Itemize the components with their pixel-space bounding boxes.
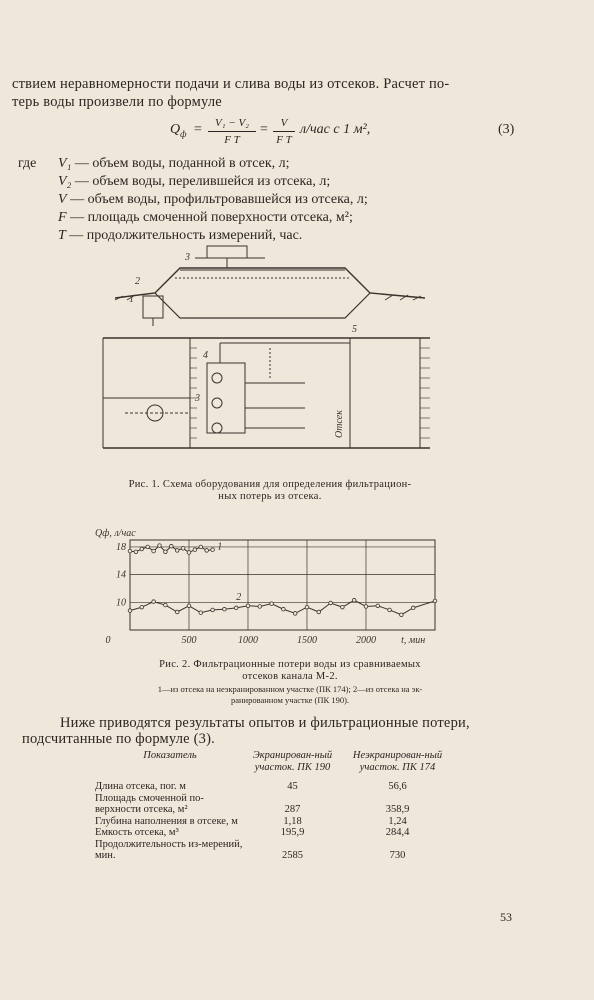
data-point [211,608,215,612]
equipment-schematic [95,238,440,460]
formula-lhs: $Q_ф$ [170,122,187,139]
col-header: Экранирован-ный участок. ПК 190 [252,750,333,773]
data-point [134,550,138,554]
cell-value: 1,18 [283,815,302,827]
series-label: 1 [217,541,223,553]
x-tick-label: 500 [181,635,197,645]
row-label: Глубина наполнения в отсеке, м [95,815,238,827]
formula-frac1: V₁ − V₂ F T [208,117,256,146]
data-point [223,607,227,611]
cell-value: 56,6 [388,781,407,792]
data-point [205,549,209,553]
data-point [411,606,415,610]
legend-line: V₂ — объем воды, перелившейся из отсека, л; [58,174,331,189]
filtration-loss-chart [90,520,460,645]
legend-line: F — площадь смоченной поверхности отсека, м²; [58,210,353,225]
formula [0,112,594,156]
data-point [400,613,404,617]
data-point [181,547,185,551]
plot-frame [130,540,435,630]
data-point [270,602,274,606]
row-label: Продолжительность из-мерений, мин. [95,838,243,861]
schematic-label: Отсек [334,410,345,438]
data-point [140,547,144,551]
data-point [352,598,356,602]
data-point [234,606,238,610]
x-tick-label: 2000 [355,635,376,645]
formula-eq2: = [260,122,268,137]
results-intro-line-1: Ниже приводятся результаты опытов и фильтрационные потери, [60,715,470,731]
results-intro-line-2: подсчитанные по формуле (3). [22,731,215,747]
table-row [95,816,455,828]
fig2-note-line-2: ранированном участке (ПК 190). [230,695,350,705]
series-label: 2 [236,592,242,604]
cell-value: 1,24 [388,815,407,827]
x-tick-label: t, мин [401,635,426,645]
data-point [175,610,179,614]
page-number: 53 [500,910,512,924]
col-header: Показатель [143,750,197,761]
intro-line-2: терь воды произвели по формуле [12,94,222,110]
data-point [164,603,168,607]
data-point [341,605,345,609]
fig2-caption-line-1: Рис. 2. Фильтрационные потери воды из сравниваемых [159,659,421,670]
data-point [169,544,173,548]
data-point [364,605,368,609]
col-header: Неэкранирован-ный участок. ПК 174 [352,750,443,773]
data-point [140,605,144,609]
cell-value: 45 [287,781,298,792]
x-tick-label: 0 [105,635,111,645]
legend-line: T — продолжительность измерений, час. [58,228,303,243]
table-row [95,839,455,862]
fig1-caption-line-2: ных потерь из отсека. [218,491,322,502]
schematic-label: 4 [203,350,208,361]
data-point [258,605,262,609]
formula-frac2: V F T [273,117,295,146]
schematic-label: 3 [195,393,200,404]
table-row [95,781,455,793]
y-tick-label: 14 [116,569,126,581]
data-point [158,544,162,548]
table-row [95,827,455,839]
legend-line: V — объем воды, профильтровавшейся из отсека, л; [58,192,368,207]
data-point [128,549,132,553]
table-row [95,793,455,816]
schematic-label: 3 [185,252,190,263]
data-point [164,550,168,554]
data-point [152,549,156,553]
x-tick-label: 1000 [237,635,258,645]
intro-line-1: ствием неравномерности подачи и слива воды из отсеков. Расчет по- [12,76,450,92]
data-point [246,604,250,608]
y-tick-label: 10 [116,597,126,609]
y-tick-label: 18 [116,541,126,553]
data-point [128,609,132,613]
cell-value: 730 [389,850,406,861]
data-point [329,601,333,605]
data-point [433,599,437,603]
fig2-note-line-1: 1—из отсека на неэкранированном участке (ПК 174); 2—из отсека на эк- [157,684,423,694]
x-tick-label: 1500 [296,635,317,645]
results-table [95,750,455,862]
schematic-label: 1 [129,294,134,305]
legend-line: где V₁ — объем воды, поданной в отсек, л; [18,156,290,171]
data-point [282,607,286,611]
cell-value: 287 [284,804,301,815]
symbol-legend [18,155,558,245]
data-point [152,600,156,604]
data-point [187,551,191,555]
cell-value: 195,9 [280,827,305,838]
data-point [193,548,197,552]
row-label: Длина отсека, пог. м [95,781,186,792]
data-point [388,608,392,612]
fig2-caption-line-2: отсеков канала М-2. [242,671,338,682]
fig1-caption-line-1: Рис. 1. Схема оборудования для определения фильтрацион- [128,479,412,490]
data-point [317,610,321,614]
cell-value: 358,9 [385,804,410,815]
data-point [187,604,191,608]
data-point [199,545,203,549]
data-point [211,548,215,552]
schematic-label: 2 [135,276,140,287]
data-point [376,604,380,608]
data-point [293,612,297,616]
y-axis-label: Qф, л/час [95,528,136,539]
data-point [146,545,150,549]
schematic-label: 5 [352,324,357,335]
formula-unit: л/час с 1 м², [300,122,371,137]
formula-number: (3) [498,122,515,137]
formula-eq1: = [194,122,202,137]
cell-value: 284,4 [385,827,410,838]
data-point [175,549,179,553]
row-label: Площадь смоченной по-верхности отсека, м² [95,792,204,815]
data-point [199,611,203,615]
data-point [305,605,309,609]
row-label: Емкость отсека, м³ [95,827,179,838]
cell-value: 2585 [282,850,303,861]
